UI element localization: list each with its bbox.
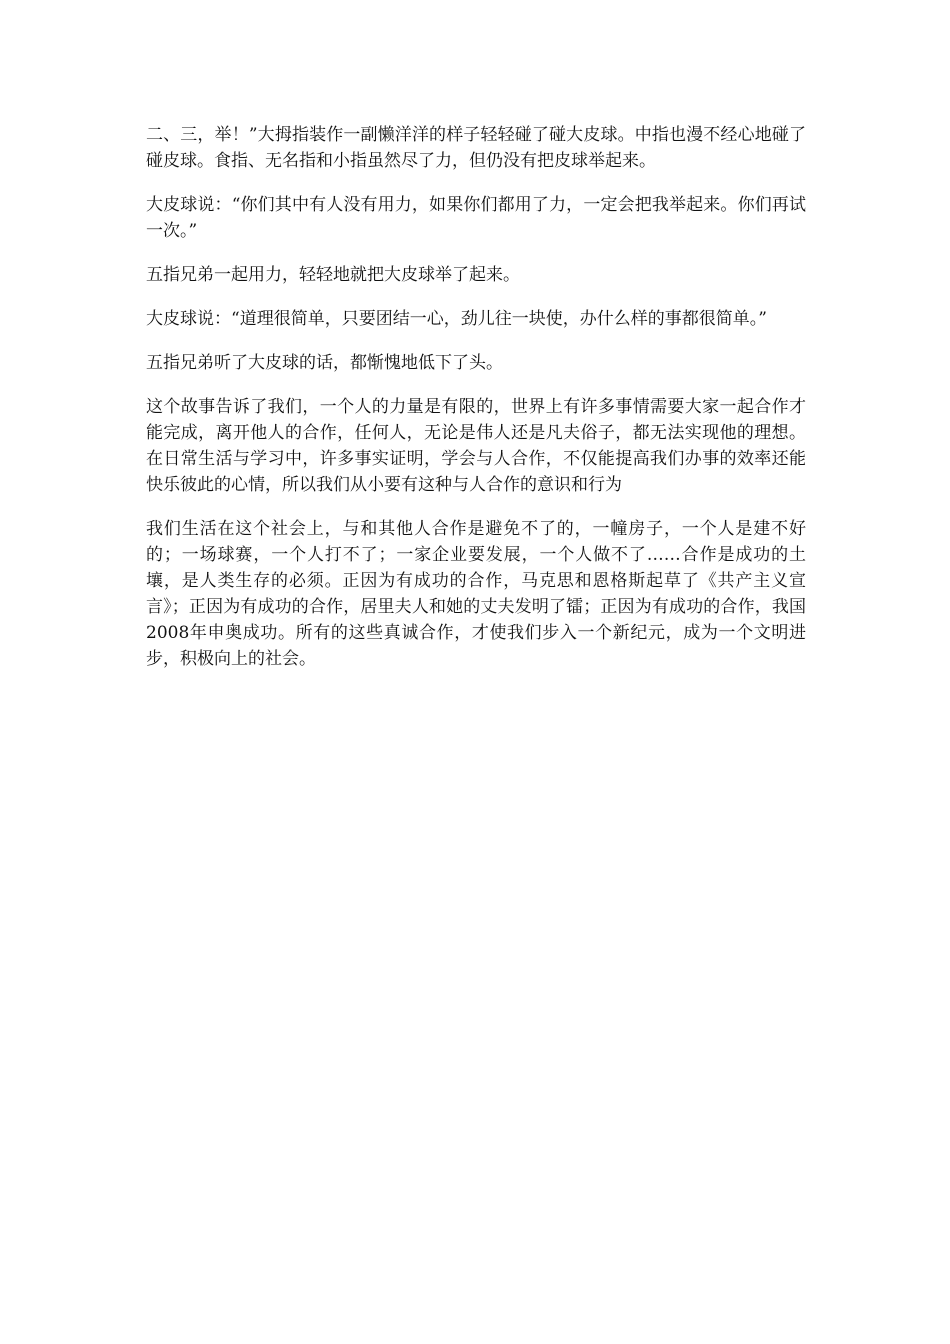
- document-body: [146, 122, 806, 690]
- paragraph: 五指兄弟听了大皮球的话，都惭愧地低下了头。: [146, 353, 503, 373]
- paragraph: 这个故事告诉了我们，一个人的力量是有限的，世界上有许多事情需要大家一起合作才能完成，离开他人的合作，任何人，无论是伟人还是凡夫俗子，都无法实现他的理想。在日常生活与学习中，许多事实证明，学会与人合作，不仅能提高我们办事的效率还能快乐彼此的心情，所以我们从小要有这种与人合作的意识和行为: [146, 397, 806, 495]
- paragraph: 五指兄弟一起用力，轻轻地就把大皮球举了起来。: [146, 265, 520, 285]
- paragraph: 大皮球说：“道理很简单，只要团结一心，劲儿往一块使，办什么样的事都很简单。”: [146, 309, 767, 329]
- paragraph: 大皮球说：“你们其中有人没有用力，如果你们都用了力，一定会把我举起来。你们再试一次。”: [146, 195, 806, 241]
- paragraph: 我们生活在这个社会上，与和其他人合作是避免不了的，一幢房子，一个人是建不好的；一场球赛，一个人打不了；一家企业要发展，一个人做不了……合作是成功的土壤，是人类生存的必须。正因为有成功的合作，马克思和恩格斯起草了《共产主义宣言》；正因为有成功的合作，居里夫人和她的丈夫发明了镭；正因为有成功的合作，我国2008年申奥成功。所有的这些真诚合作，才使我们步入一个新纪元，成为一个文明进步，积极向上的社会。: [146, 519, 806, 669]
- paragraph: 二、三，举！”大拇指装作一副懒洋洋的样子轻轻碰了碰大皮球。中指也漫不经心地碰了碰皮球。食指、无名指和小指虽然尽了力，但仍没有把皮球举起来。: [146, 125, 806, 171]
